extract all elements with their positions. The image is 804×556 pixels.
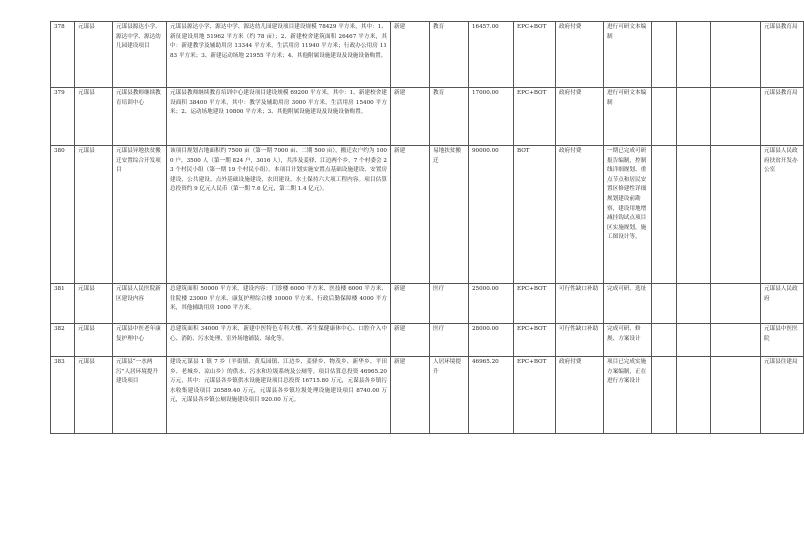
row-number: 380 (51, 146, 75, 284)
construction-nature-cell: 新建 (391, 146, 430, 284)
operation-mode-cell: EPC+BOT (514, 284, 556, 324)
construction-nature-cell: 新建 (391, 22, 430, 88)
funding-method-cell: 政府付费 (556, 357, 604, 434)
operation-mode-cell: EPC+BOT (514, 324, 556, 357)
funding-method-cell: 可行性缺口补助 (556, 324, 604, 357)
progress-cell: 完成可研、修规、方案设计 (604, 324, 652, 357)
blank-cell-3 (711, 357, 761, 434)
blank-cell-2 (677, 357, 711, 434)
funding-method-cell: 政府付费 (556, 146, 604, 284)
blank-cell-1 (652, 88, 677, 146)
table-row (51, 88, 804, 146)
blank-cell-2 (677, 324, 711, 357)
construction-nature-cell: 新建 (391, 284, 430, 324)
responsible-unit-cell: 元谋县住建局 (761, 357, 804, 434)
investment-cell: 25000.00 (469, 284, 514, 324)
operation-mode-cell: EPC+BOT (514, 88, 556, 146)
table-row (51, 357, 804, 434)
category-cell: 医疗 (430, 284, 469, 324)
construction-nature-cell: 新建 (391, 88, 430, 146)
county-cell: 元谋县 (75, 22, 113, 88)
blank-cell-2 (677, 284, 711, 324)
progress-cell: 进行可研文本编制 (604, 88, 652, 146)
project-name-cell: 元谋县中医老年康复护理中心 (113, 324, 167, 357)
blank-cell-3 (711, 146, 761, 284)
row-number: 378 (51, 22, 75, 88)
responsible-unit-cell: 元谋县人民政府 (761, 284, 804, 324)
funding-method-cell: 政府付费 (556, 88, 604, 146)
category-cell: 教育 (430, 22, 469, 88)
project-name-cell: 元谋县异地扶贫搬迁安置综合开发项目 (113, 146, 167, 284)
table-row (51, 324, 804, 357)
blank-cell-1 (652, 357, 677, 434)
blank-cell-3 (711, 22, 761, 88)
table-row (51, 284, 804, 324)
blank-cell-3 (711, 324, 761, 357)
progress-cell: 进行可研文本编制 (604, 22, 652, 88)
project-content-cell: 元谋县教师继续教育培训中心建设项目建设规模 69200 平方米，其中：1、新建校舍建设面积 38400 平方米，其中：教学及辅助用房 3000 平方米，生活用房 15400 平方米；2、运动场地建设 10800 平方米；3、其他附属设施建设及设施设备购置。 (167, 88, 391, 146)
investment-cell: 46965.20 (469, 357, 514, 434)
funding-method-cell: 政府付费 (556, 22, 604, 88)
responsible-unit-cell: 元谋县中医医院 (761, 324, 804, 357)
blank-cell-1 (652, 146, 677, 284)
project-name-cell: 元谋县教师继续教育培训中心 (113, 88, 167, 146)
progress-cell: 项目已完成实施方案编制，正在进行方案设计 (604, 357, 652, 434)
project-content-cell: 元谋县源达小学、源达中学、源达幼儿园建设项目建设规模 78429 平方米，其中：1、新征建设用地 51962 平方米（约 78 亩）；2、新建校舍建筑面积 26467 平方米，其中：新建教学及辅助用房 13344 平方米，生活用房 11940 平方米；行政办公用房 1183 平方米；3、新建运动场地 21955 平方米；4、其他附属设施建设及设施设备购置。 (167, 22, 391, 88)
progress-cell: 一期已完成可研报告编制，控制线详细规划、重点节点和居民安置区修建性详细规划建设前勘察，建设用地增减挂钩试点项目区实施规划，施工图设计等。 (604, 146, 652, 284)
investment-cell: 90000.00 (469, 146, 514, 284)
project-content-cell: 建设元谋县 1 镇 7 乡（羊街镇、黄瓜园镇、江边乡、姜驿乡、物茂乡、新华乡、平田乡、老城乡、凉山乡）的供水、污水和垃圾系统及公厕等。项目估算总投资 46965.20 万元，其中：元谋县各乡镇供水设施建设项目总投资 16715.80 万元，元谋县各乡镇污水收集建设项目 20589.40 万元，元谋县各乡镇垃圾处理设施建设项目 8740.00 万元，元谋县各乡镇公厕设施建设项目 920.00 万元。 (167, 357, 391, 434)
blank-cell-2 (677, 22, 711, 88)
row-number: 381 (51, 284, 75, 324)
category-cell: 医疗 (430, 324, 469, 357)
investment-cell: 28000.00 (469, 324, 514, 357)
project-name-cell: 元谋县源达小学、源达中学、源达幼儿园建设项目 (113, 22, 167, 88)
blank-cell-3 (711, 88, 761, 146)
category-cell: 人居环境提升 (430, 357, 469, 434)
project-content-cell: 该项目规划占地面积约 7500 亩（第一期 7000 亩、二期 500 亩），搬迁农户约为 1000 户，3500 人（第一期 824 户，3016 人），共涉及姜驿、江边两个乡，7 个村委会 23 个村民小组（第一期 19 个村民小组）。本项目计划实施安置点基础设施建设、安置房建设、公共建设、点外基础设施建设、农田建设、水土保持六大项工程内容。项目估算总投资约 9 亿元人民币（第一期 7.6 亿元，第二期 1.4 亿元）。 (167, 146, 391, 284)
responsible-unit-cell: 元谋县人民政府扶贫开发办公室 (761, 146, 804, 284)
category-cell: 教育 (430, 88, 469, 146)
blank-cell-2 (677, 146, 711, 284)
county-cell: 元谋县 (75, 324, 113, 357)
project-content-cell: 总建筑面积 50000 平方米，建设内容：门诊楼 6000 平方米、医技楼 6000 平方米、住院楼 23000 平方米、康复护理综合楼 10000 平方米、行政后勤保障楼 4000 平方米，其他辅助用房 1000 平方米。 (167, 284, 391, 324)
operation-mode-cell: EPC+BOT (514, 22, 556, 88)
project-table (50, 21, 804, 434)
responsible-unit-cell: 元谋县教育局 (761, 88, 804, 146)
blank-cell-1 (652, 324, 677, 357)
progress-cell: 完成可研、选址 (604, 284, 652, 324)
investment-cell: 17000.00 (469, 88, 514, 146)
county-cell: 元谋县 (75, 146, 113, 284)
responsible-unit-cell: 元谋县教育局 (761, 22, 804, 88)
construction-nature-cell: 新建 (391, 357, 430, 434)
project-content-cell: 总建筑面积 34000 平方米，新建中医特色专科大楼、养生保健康体中心、口腔介入中心、消防、污水处理、室外场地铺装、绿化等。 (167, 324, 391, 357)
row-number: 382 (51, 324, 75, 357)
row-number: 379 (51, 88, 75, 146)
construction-nature-cell: 新建 (391, 324, 430, 357)
category-cell: 易地扶贫搬迁 (430, 146, 469, 284)
table-row (51, 22, 804, 88)
funding-method-cell: 可行性缺口补助 (556, 284, 604, 324)
county-cell: 元谋县 (75, 284, 113, 324)
project-name-cell: 元谋县人民医院新区建设内容 (113, 284, 167, 324)
table-row (51, 146, 804, 284)
row-number: 383 (51, 357, 75, 434)
blank-cell-2 (677, 88, 711, 146)
blank-cell-1 (652, 22, 677, 88)
investment-cell: 16457.00 (469, 22, 514, 88)
project-name-cell: 元谋县“一水两污”人居环境提升建设项目 (113, 357, 167, 434)
operation-mode-cell: EPC+BOT (514, 357, 556, 434)
county-cell: 元谋县 (75, 88, 113, 146)
county-cell: 元谋县 (75, 357, 113, 434)
operation-mode-cell: BOT (514, 146, 556, 284)
blank-cell-1 (652, 284, 677, 324)
blank-cell-3 (711, 284, 761, 324)
